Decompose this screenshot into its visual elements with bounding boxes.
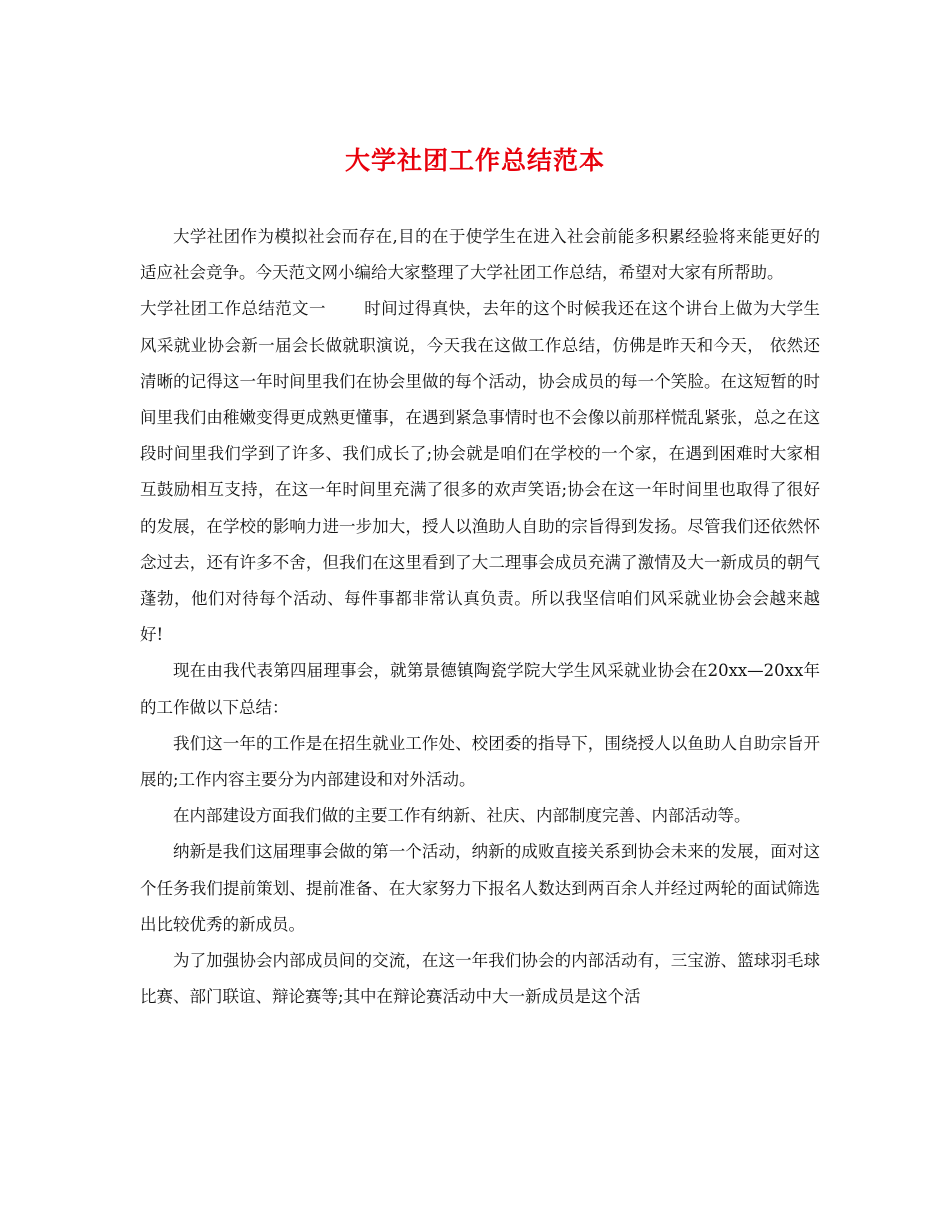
section-body: 时间过得真快，去年的这个时候我还在这个讲台上做为大学生风采就业协会新一届会长做就职演说，今天我在这做工作总结，仿佛是昨天和今天， 依然还清晰的记得这一年时间里我们在协会里做的每个活动，协会成员的每一个笑脸。在这短暂的时间里我们由稚嫩变得更成熟更懂事，在遇到紧急事情时也不会像以前那样慌乱紧张，总之在这段时间里我们学到了许多、我们成长了;协会就是咱们在学校的一个家，在遇到困难时大家相互鼓励相互支持，在这一年时间里充满了很多的欢声笑语;协会在这一年时间里也取得了很好的发展，在学校的影响力进一步加大，授人以渔助人自助的宗旨得到发扬。尽管我们还依然怀念过去，还有许多不舍，但我们在这里看到了大二理事会成员充满了激情及大一新成员的朝气蓬勃，他们对待每个活动、每件事都非常认真负责。所以我坚信咱们风采就业协会会越来越好! [140, 299, 821, 645]
document-body [140, 219, 820, 1015]
body-paragraph-1: 现在由我代表第四届理事会，就第景德镇陶瓷学院大学生风采就业协会在20xx—20xx年的工作做以下总结： [140, 661, 820, 717]
body-paragraph-5: 为了加强协会内部成员间的交流，在这一年我们协会的内部活动有，三宝游、篮球羽毛球比赛、部门联谊、辩论赛等;其中在辩论赛活动中大一新成员是这个活 [140, 951, 820, 1007]
section-heading: 大学社团工作总结范文一 [140, 299, 326, 319]
body-paragraph-2: 我们这一年的工作是在招生就业工作处、校团委的指导下，围绕授人以鱼助人自助宗旨开展的;工作内容主要分为内部建设和对外活动。 [140, 733, 820, 790]
body-paragraph-4: 纳新是我们这届理事会做的第一个活动，纳新的成败直接关系到协会未来的发展，面对这个任务我们提前策划、提前准备、在大家努力下报名人数达到两百余人并经过两轮的面试筛选出比较优秀的新成员。 [140, 842, 820, 934]
body-paragraph-3: 在内部建设方面我们做的主要工作有纳新、社庆、内部制度完善、内部活动等。 [173, 806, 751, 826]
section-paragraph [140, 291, 820, 653]
document-title: 大学社团工作总结范本 [344, 146, 605, 175]
intro-paragraph: 大学社团作为模拟社会而存在,目的在于使学生在进入社会前能多积累经验将来能更好的适应社会竞争。今天范文网小编给大家整理了大学社团工作总结，希望对大家有所帮助。 [140, 227, 820, 283]
